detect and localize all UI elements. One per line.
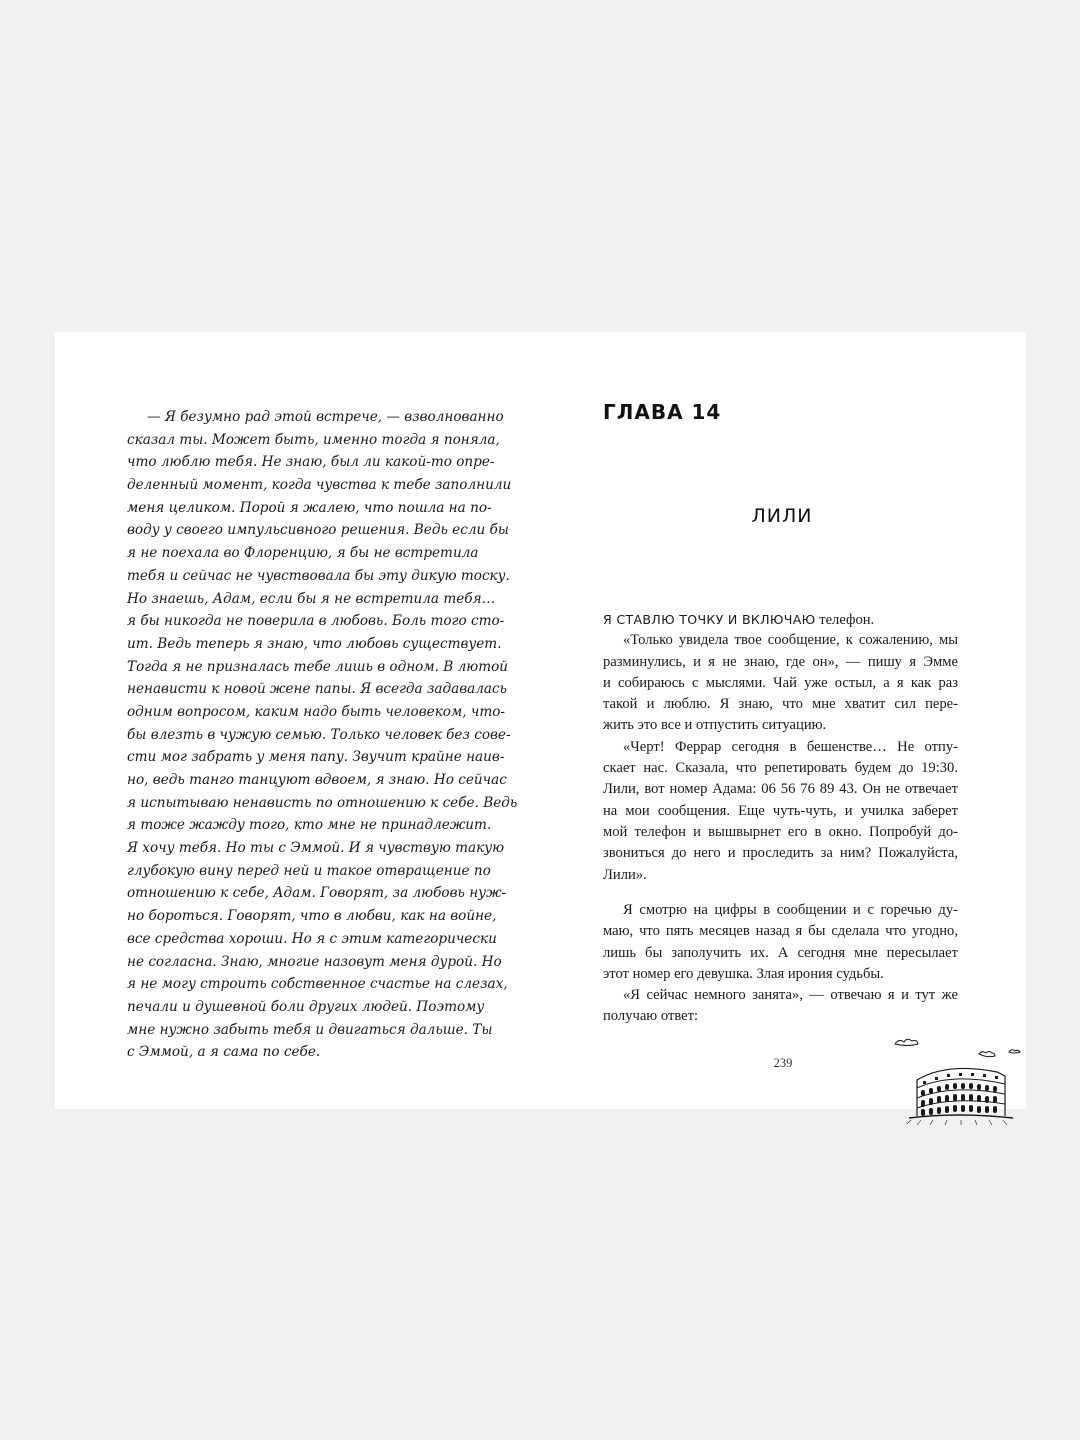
left-text-line: но бороться. Говорят, что в любви, как на войне, bbox=[127, 908, 497, 925]
right-text-line: лишь бы заполучить их. А сегодня мне пересылает bbox=[603, 944, 958, 961]
opening-line-tail: телефон. bbox=[815, 612, 875, 628]
right-text-block-2 bbox=[603, 900, 958, 1028]
left-text-line: сти мог забрать у меня папу. Звучит крайне наив- bbox=[127, 749, 505, 766]
right-text-line: скает нас. Сказала, что репетировать будем до 19:30. bbox=[603, 760, 958, 777]
right-text-line: «Черт! Феррар сегодня в бешенстве… Не отпу- bbox=[623, 738, 958, 755]
chapter-title: ГЛАВА 14 bbox=[603, 400, 722, 424]
right-text-line: мой телефон и вышвырнет его в окно. Попробуй до- bbox=[603, 823, 958, 840]
right-text-line: жить это все и отпустить ситуацию. bbox=[603, 717, 827, 734]
left-text-line: я испытываю ненависть по отношению к себе. Ведь bbox=[127, 794, 518, 811]
opening-small-caps: Я СТАВЛЮ ТОЧКУ И ВКЛЮЧАЮ bbox=[603, 612, 816, 627]
left-text-line: ненависти к новой жене папы. Я всегда задавалась bbox=[127, 681, 508, 698]
right-text-line: Я смотрю на цифры в сообщении и с горечью ду- bbox=[623, 902, 958, 918]
right-text-line: получаю ответ: bbox=[603, 1008, 699, 1025]
left-text-line: Я хочу тебя. Но ты с Эммой. И я чувствую такую bbox=[127, 840, 505, 857]
right-text-block-1 bbox=[603, 609, 958, 886]
right-text-line: и собираюсь с мыслями. Чай уже остыл, а я как раз bbox=[603, 674, 958, 691]
left-text-line: воду у своего импульсивного решения. Ведь если бы bbox=[127, 522, 509, 539]
colosseum-illustration-icon bbox=[887, 1032, 1027, 1128]
left-text-line: мне нужно забыть тебя и двигаться дальше. Ты bbox=[127, 1021, 493, 1038]
left-text-line: деленный момент, когда чувства к тебе заполнили bbox=[127, 477, 512, 494]
left-text-line: одним вопросом, каким надо быть человеком, что- bbox=[127, 703, 506, 720]
left-page bbox=[127, 406, 518, 1064]
right-text-line: разминулись, и я не знаю, где он», — пишу я Эмме bbox=[603, 653, 958, 670]
right-text-line: на мои сообщения. Еще чуть-чуть, и училка заберет bbox=[603, 802, 958, 819]
left-text-line: но, ведь танго танцуют вдвоем, я знаю. Но сейчас bbox=[127, 772, 507, 788]
right-text-line: Лили». bbox=[603, 866, 647, 883]
left-text-line: отношению к себе, Адам. Говорят, за любовь нуж- bbox=[127, 885, 507, 902]
left-text-line: что люблю тебя. Не знаю, был ли какой-то опре- bbox=[127, 454, 495, 471]
left-text-line: все средства хороши. Но я с этим категорически bbox=[127, 930, 497, 947]
left-text-line: Но знаешь, Адам, если бы я не встретила тебя… bbox=[127, 590, 496, 607]
left-text-line: я не могу строить собственное счастье на слезах, bbox=[127, 976, 508, 993]
left-text-line: бы влезть в чужую семью. Только человек без сове- bbox=[127, 726, 511, 743]
left-text-line: Тогда я не призналась тебе лишь в одном. В лютой bbox=[127, 658, 509, 675]
right-text-line: такой и люблю. Я знаю, что мне хватит сил пере- bbox=[603, 696, 958, 713]
right-text-line: маю, что пять месяцев назад я бы сделала что угодно, bbox=[603, 923, 958, 940]
chapter-character-name: ЛИЛИ bbox=[751, 505, 813, 527]
page-number: 239 bbox=[773, 1056, 793, 1070]
left-text-line: ит. Ведь теперь я знаю, что любовь существует. bbox=[127, 635, 502, 652]
left-text-line: меня целиком. Порой я жалею, что пошла на по- bbox=[127, 499, 492, 516]
right-text-line: Лили, вот номер Адама: 06 56 76 89 43. Он не отвечает bbox=[603, 781, 958, 798]
right-text-line: «Я сейчас немного занята», — отвечаю я и тут же bbox=[623, 987, 958, 1004]
left-text-line: не согласна. Знаю, многие назовут меня дурой. Но bbox=[127, 953, 502, 970]
left-text-line: я тоже жажду того, кто мне не принадлежит. bbox=[127, 817, 492, 834]
right-text-line: этот номер его девушка. Злая ирония судьбы. bbox=[603, 965, 884, 982]
left-text-line: глубокую вину перед ней и такое отвращение по bbox=[127, 862, 491, 879]
left-text-line: с Эммой, а я сама по себе. bbox=[127, 1044, 321, 1061]
right-text-line: звониться до него и проследить за ним? Пожалуйста, bbox=[603, 845, 958, 862]
left-text-line: печали и душевной боли других людей. Поэтому bbox=[127, 998, 485, 1015]
right-text-line bbox=[603, 609, 958, 630]
left-text-line: сказал ты. Может быть, именно тогда я поняла, bbox=[127, 431, 500, 448]
left-text-line: тебя и сейчас не чувствовала бы эту дикую тоску. bbox=[127, 567, 510, 584]
book-spread bbox=[55, 332, 1026, 1109]
right-text-line: «Только увидела твое сообщение, к сожалению, мы bbox=[623, 632, 958, 649]
left-text-line: — Я безумно рад этой встрече, — взволнованно bbox=[147, 409, 504, 425]
left-text-line: я не поехала во Флоренцию, я бы не встретила bbox=[127, 545, 479, 562]
left-text-line: я бы никогда не поверила в любовь. Боль того сто- bbox=[127, 613, 505, 630]
